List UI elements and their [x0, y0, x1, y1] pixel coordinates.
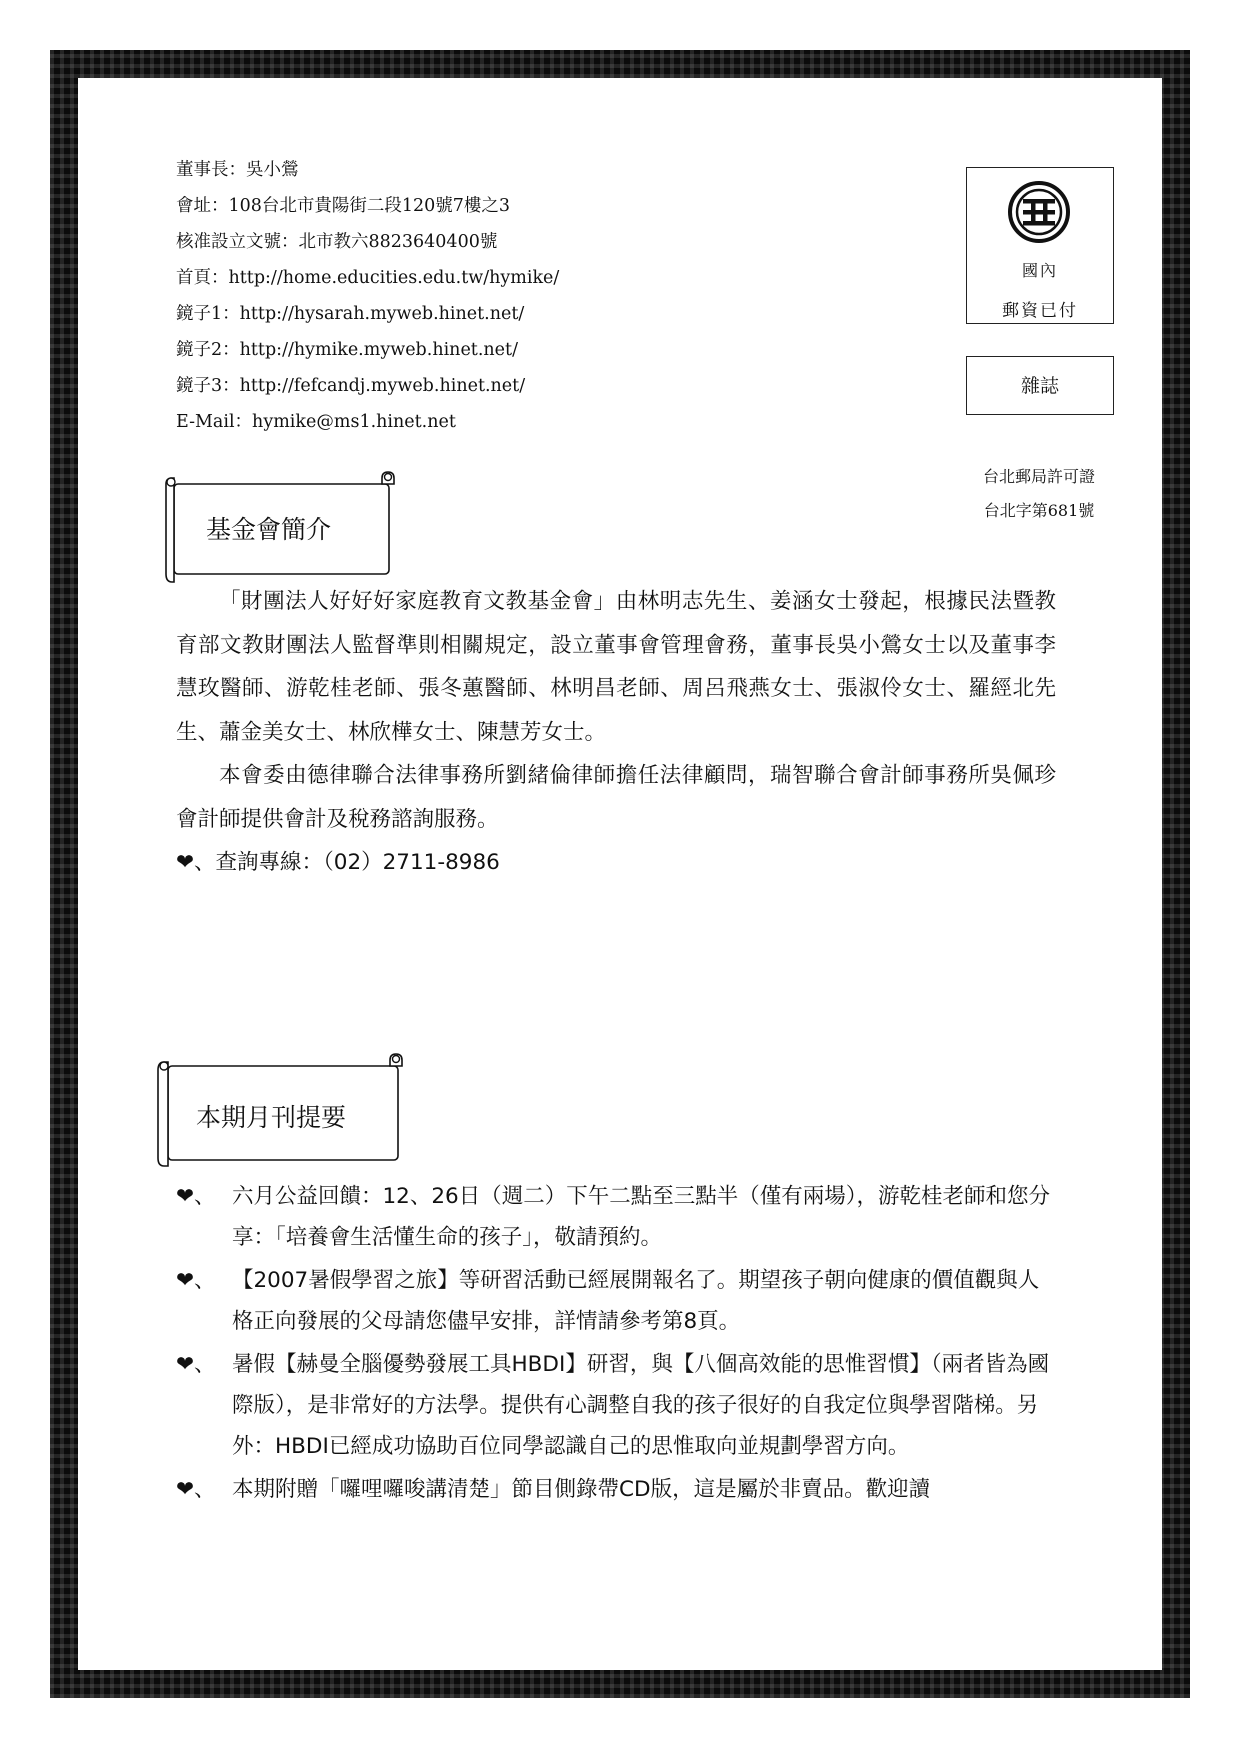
summary-item-text: 【2007暑假學習之旅】等研習活動已經展開報名了。期望孩子朝向健康的價值觀與人格正向發展的父母請您儘早安排，詳情請參考第8頁。 — [232, 1268, 1040, 1334]
hotline-line — [176, 841, 1056, 885]
mirror-3-line: 鏡子3：http://fefcandj.myweb.hinet.net/ — [176, 376, 526, 396]
intro-paragraph-2: 本會委由德律聯合法律事務所劉緒倫律師擔任法律顧問，瑞智聯合會計師事務所吳佩珍會計師提供會計及稅務諮詢服務。 — [176, 763, 1056, 832]
magazine-label-box: 雜誌 — [966, 356, 1114, 415]
permit-line-1: 台北郵局許可證 — [982, 467, 1095, 486]
heart-bullet-icon: ❤、 — [176, 1477, 216, 1502]
address-line: 會址：108台北市貴陽街二段120號7樓之3 — [176, 196, 511, 216]
postage-domestic-label: 國內 — [1021, 261, 1058, 280]
summary-item — [176, 1344, 1056, 1467]
postal-logo-icon — [1007, 180, 1071, 244]
hotline-text: 查詢專線：（02）2711-8986 — [215, 850, 500, 875]
section-title-summary: 本期月刊提要 — [196, 1103, 347, 1132]
summary-item-text: 暑假【赫曼全腦優勢發展工具HBDI】研習，與【八個高效能的思惟習慣】（兩者皆為國際版），是非常好的方法學。提供有心調整自我的孩子很好的自我定位與學習階梯。另外：HBDI已經成功協助百位同學認識自己的思惟取向並規劃學習方向。 — [232, 1352, 1050, 1459]
section-banner-intro — [160, 466, 395, 584]
email-line: E-Mail：hymike@ms1.hinet.net — [176, 412, 456, 432]
organization-info — [176, 152, 559, 440]
summary-item — [176, 1469, 1056, 1510]
summary-item — [176, 1176, 1056, 1258]
heart-bullet-icon: ❤、 — [176, 850, 216, 875]
postage-paid-label: 郵資已付 — [1002, 301, 1078, 321]
intro-paragraph-1: 「財團法人好好好家庭教育文教基金會」由林明志先生、姜涵女士發起，根據民法暨教育部文教財團法人監督準則相關規定，設立董事會管理會務，董事長吳小鶯女士以及董事李慧玫醫師、游乾桂老師、張冬蕙醫師、林明昌老師、周呂飛燕女士、張淑伶女士、羅經北先生、蕭金美女士、林欣樺女士、陳慧芳女士。 — [176, 589, 1056, 745]
mirror-2-line: 鏡子2：http://hymike.myweb.hinet.net/ — [176, 340, 518, 360]
heart-bullet-icon: ❤、 — [176, 1352, 216, 1377]
permit-line-2: 台北字第681號 — [983, 501, 1095, 520]
summary-item-text: 六月公益回饋：12、26日（週二）下午二點至三點半（僅有兩場），游乾桂老師和您分享：「培養會生活懂生命的孩子」，敬請預約。 — [232, 1184, 1050, 1250]
approval-number-line: 核准設立文號：北市教六8823640400號 — [176, 232, 498, 252]
heart-bullet-icon: ❤、 — [176, 1184, 216, 1209]
mirror-1-line: 鏡子1：http://hysarah.myweb.hinet.net/ — [176, 304, 525, 324]
homepage-line: 首頁：http://home.educities.edu.tw/hymike/ — [176, 268, 560, 288]
chairperson-line: 董事長：吳小鶯 — [176, 160, 299, 180]
heart-bullet-icon: ❤、 — [176, 1268, 216, 1293]
postage-paid-box — [966, 167, 1114, 324]
section-banner-summary — [152, 1048, 404, 1166]
issue-summary-list — [176, 1176, 1056, 1512]
summary-item-text: 本期附贈「囉哩囉唆講清楚」節目側錄帶CD版，這是屬於非賣品。歡迎讀 — [232, 1477, 931, 1502]
postal-permit — [944, 460, 1134, 520]
summary-item — [176, 1260, 1056, 1342]
foundation-intro — [176, 580, 1056, 885]
section-title-intro: 基金會簡介 — [206, 515, 332, 544]
